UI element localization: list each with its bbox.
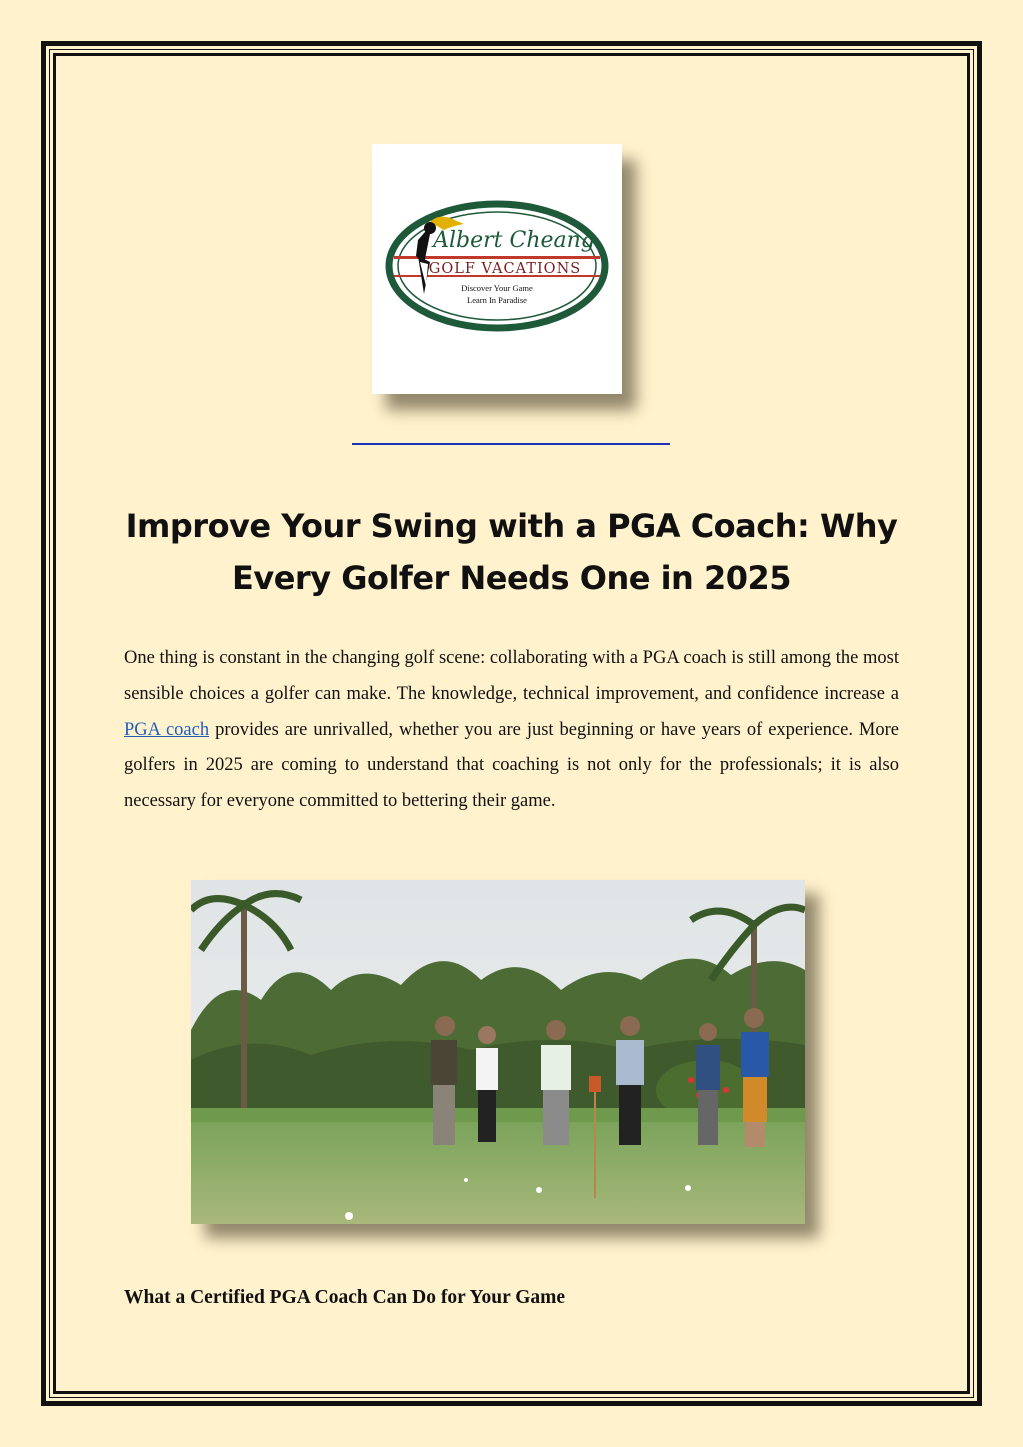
intro-text-end: provides are unrivalled, whether you are just beginning or have years of experience. More golfers in 2025 are coming to understand that coaching is not only for the professionals; it is also necessary for everyone committed to bettering their game. xyxy=(124,719,899,812)
intro-text-start: One thing is constant in the changing golf scene: collaborating with a PGA coach is still among the most sensible choices a golfer can make. The knowledge, technical improvement, and confidence increase a xyxy=(124,648,899,704)
section-heading: What a Certified PGA Coach Can Do for Your Game xyxy=(124,1287,566,1308)
logo-emblem xyxy=(372,144,622,394)
golf-course-image xyxy=(191,880,805,1224)
divider-rule xyxy=(352,443,670,445)
intro-paragraph xyxy=(124,641,899,820)
logo-tagline-2: Learn In Paradise xyxy=(467,295,527,305)
golf-lesson-photo xyxy=(191,880,805,1224)
company-logo xyxy=(372,144,622,394)
logo-brand-subtitle: GOLF VACATIONS xyxy=(428,261,582,277)
page-title: Improve Your Swing with a PGA Coach: Why Every Golfer Needs One in 2025 xyxy=(125,507,898,597)
pga-coach-link[interactable]: PGA coach xyxy=(124,719,210,740)
logo-brand-name: Albert Cheang xyxy=(433,228,595,253)
logo-tagline-1: Discover Your Game xyxy=(461,283,533,293)
